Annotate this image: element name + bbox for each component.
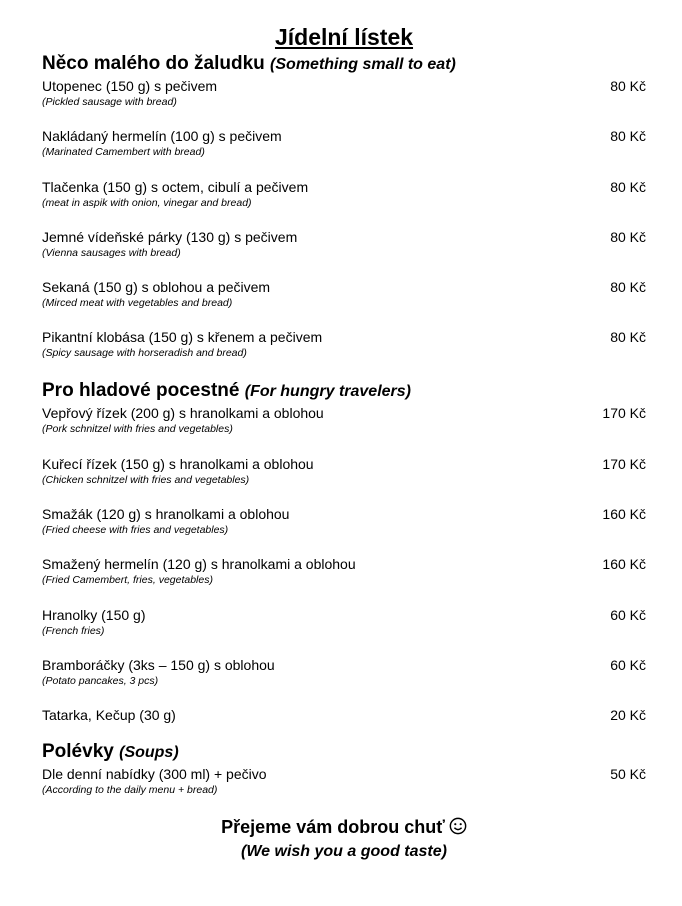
menu-item-name: Kuřecí řízek (150 g) s hranolkami a oblohou	[42, 455, 314, 472]
menu-section	[42, 740, 646, 799]
menu-item	[42, 505, 646, 555]
menu-item	[42, 706, 646, 728]
menu-item-name: Smažák (120 g) s hranolkami a oblohou	[42, 506, 290, 523]
menu-item	[42, 278, 646, 328]
footer	[42, 815, 646, 863]
menu-item-description: (Vienna sausages with bread)	[42, 246, 181, 259]
section-heading-czech: Něco malého do žaludku	[42, 53, 265, 74]
menu-item	[42, 77, 646, 127]
menu-page	[42, 22, 646, 863]
menu-item-name: Tlačenka (150 g) s octem, cibulí a pečivem	[42, 178, 309, 195]
menu-item	[42, 328, 646, 362]
menu-items-list	[42, 765, 646, 799]
menu-section	[42, 379, 646, 728]
menu-items-list	[42, 404, 646, 728]
menu-item-price: 60 Kč	[610, 656, 646, 673]
footer-wish	[42, 815, 646, 841]
menu-item-description: (Pickled sausage with bread)	[42, 96, 177, 108]
menu-item-description: (Fried Camembert, fries, vegetables)	[42, 574, 213, 587]
menu-section	[42, 52, 646, 362]
menu-item-name: Sekaná (150 g) s oblohou a pečivem	[42, 279, 271, 296]
menu-item-description: (Marinated Camembert with bread)	[42, 146, 205, 159]
menu-sections	[42, 52, 646, 799]
menu-item-price: 60 Kč	[610, 606, 646, 623]
menu-item-price: 170 Kč	[602, 405, 646, 422]
menu-item	[42, 178, 646, 228]
section-heading-czech: Polévky	[42, 741, 114, 763]
section-heading-czech: Pro hladové pocestné	[42, 380, 240, 402]
menu-item-name: Hranolky (150 g)	[42, 606, 146, 623]
menu-item-name: Utopenec (150 g) s pečivem	[42, 78, 218, 94]
menu-item-name: Bramboráčky (3ks – 150 g) s oblohou	[42, 656, 275, 673]
section-heading	[42, 740, 646, 765]
menu-item-price: 20 Kč	[610, 707, 646, 724]
menu-item-name: Dle denní nabídky (300 ml) + pečivo	[42, 766, 267, 783]
menu-item-price: 160 Kč	[602, 506, 646, 523]
section-heading-english: (Soups)	[119, 744, 179, 762]
menu-item-name: Nakládaný hermelín (100 g) s pečivem	[42, 128, 282, 145]
menu-item-description: (French fries)	[42, 624, 105, 637]
menu-item-description: (Fried cheese with fries and vegetables)	[42, 524, 229, 537]
section-heading-english: (Something small to eat)	[270, 56, 456, 73]
menu-item-price: 80 Kč	[610, 78, 646, 94]
menu-item-price: 170 Kč	[602, 455, 646, 472]
menu-item-price: 50 Kč	[610, 766, 646, 783]
menu-item	[42, 228, 646, 278]
menu-item	[42, 404, 646, 454]
menu-item-description: (According to the daily menu + bread)	[42, 784, 218, 797]
menu-item-description: (Potato pancakes, 3 pcs)	[42, 674, 159, 687]
menu-item	[42, 555, 646, 605]
menu-item-price: 80 Kč	[610, 279, 646, 296]
section-heading	[42, 52, 646, 77]
menu-item-name: Jemné vídeňské párky (130 g) s pečivem	[42, 228, 298, 245]
smiley-icon	[449, 817, 467, 841]
section-heading-english: (For hungry travelers)	[244, 383, 411, 401]
menu-item-name: Pikantní klobása (150 g) s křenem a pečivem	[42, 329, 323, 346]
menu-item	[42, 606, 646, 656]
footer-wish-text: Přejeme vám dobrou chuť	[221, 817, 445, 838]
page-title: Jídelní lístek	[274, 24, 414, 50]
menu-item	[42, 127, 646, 177]
menu-item-price: 80 Kč	[610, 329, 646, 346]
menu-item-description: (Pork schnitzel with fries and vegetables)	[42, 423, 233, 436]
section-heading	[42, 379, 646, 404]
menu-item	[42, 765, 646, 799]
menu-items-list	[42, 77, 646, 362]
menu-item	[42, 656, 646, 706]
menu-item-price: 80 Kč	[610, 228, 646, 245]
menu-item-price: 160 Kč	[602, 556, 646, 573]
menu-item-description: (Spicy sausage with horseradish and bread)	[42, 347, 247, 360]
menu-item-description: (meat in aspik with onion, vinegar and bread)	[42, 196, 252, 209]
menu-item-description: (Mirced meat with vegetables and bread)	[42, 297, 233, 310]
menu-item-description: (Chicken schnitzel with fries and vegetables)	[42, 473, 250, 486]
menu-item-price: 80 Kč	[610, 178, 646, 195]
footer-wish-english: (We wish you a good taste)	[241, 843, 447, 861]
menu-item-name: Vepřový řízek (200 g) s hranolkami a oblohou	[42, 405, 324, 422]
menu-item-price: 80 Kč	[610, 128, 646, 145]
menu-item	[42, 455, 646, 505]
menu-item-name: Tatarka, Kečup (30 g)	[42, 707, 176, 724]
menu-item-name: Smažený hermelín (120 g) s hranolkami a oblohou	[42, 556, 356, 573]
